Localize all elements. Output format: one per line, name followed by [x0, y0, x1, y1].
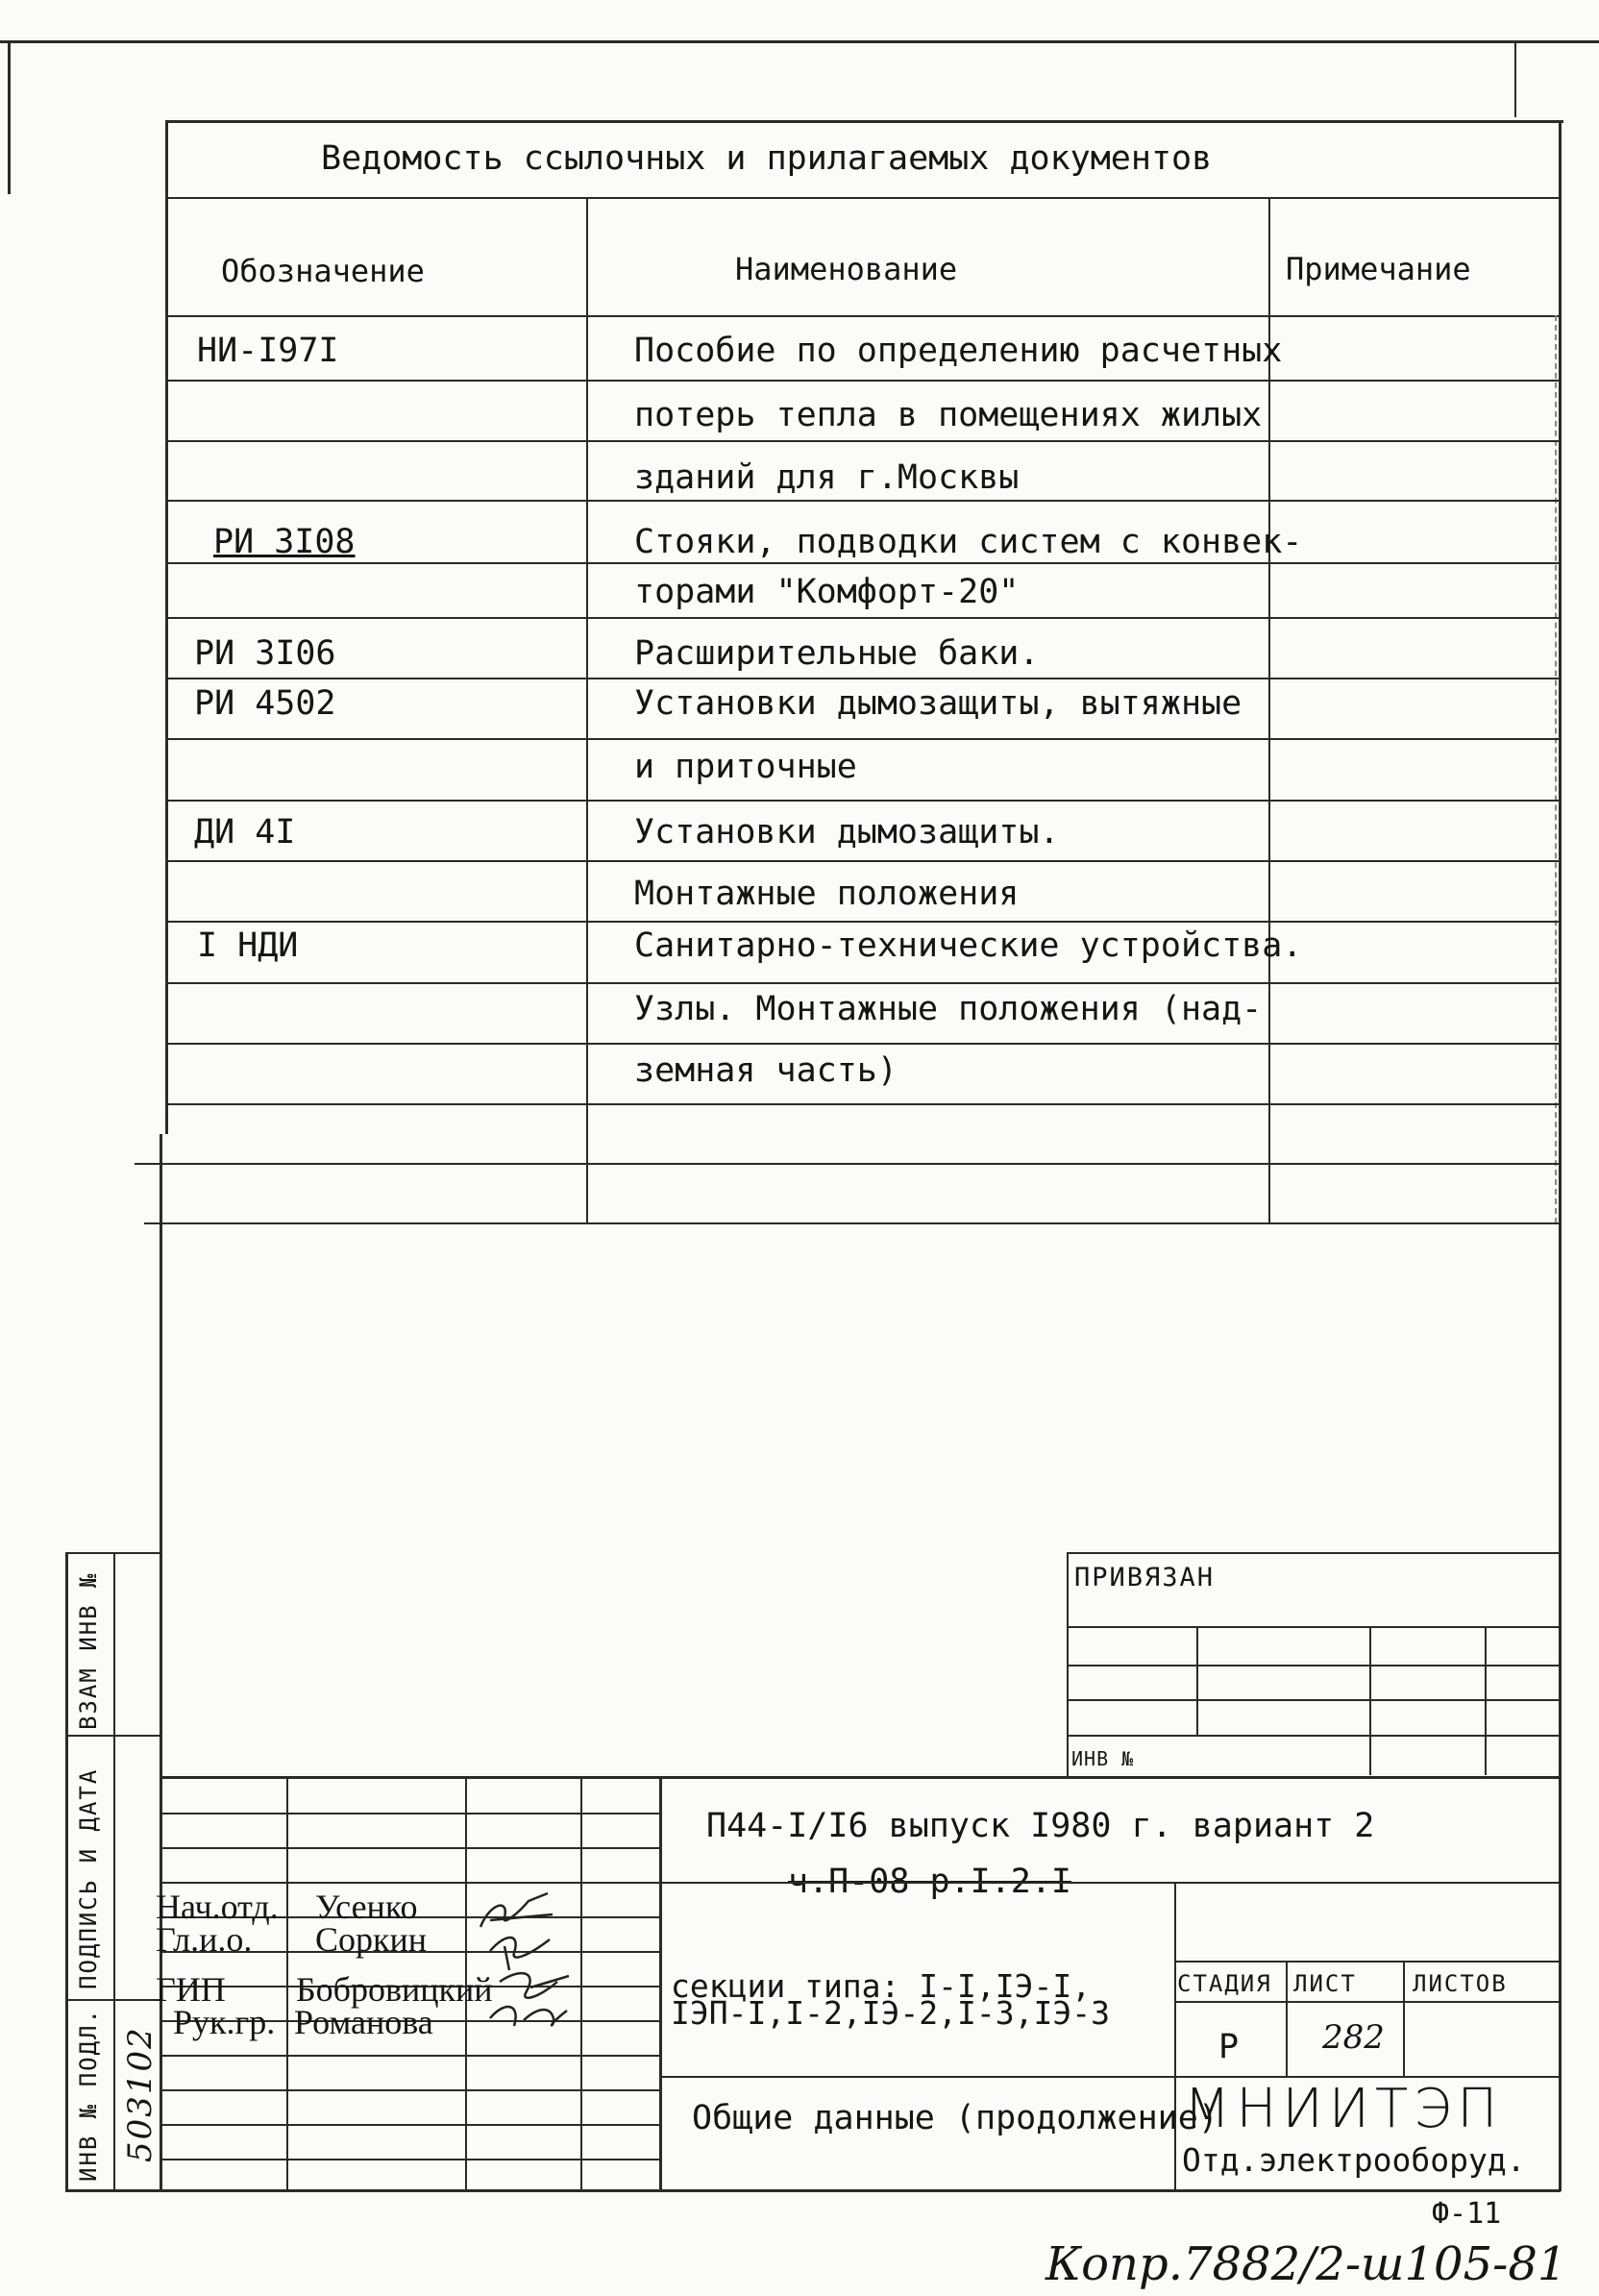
signer-role: Нач.отд. — [156, 1888, 279, 1926]
signer-role: Рук.гр. — [173, 2003, 276, 2041]
privyazan-line — [1196, 1626, 1198, 1735]
header-name: Наименование — [735, 251, 958, 287]
signer-name: Бобровицкий — [296, 1970, 493, 2009]
stamp-line — [1174, 1961, 1559, 1963]
table-line — [165, 1043, 1561, 1045]
stamp-dept: Отд.электрооборуд. — [1182, 2141, 1526, 2179]
document-title: Ведомость ссылочных и прилагаемых документов — [321, 139, 1213, 178]
header-note: Примечание — [1286, 251, 1471, 287]
table-line — [165, 800, 1561, 802]
stamp-line — [659, 1776, 662, 2191]
table-line — [165, 1103, 1561, 1105]
stamp-sheets-label: ЛИСТОВ — [1413, 1970, 1508, 1997]
signer-name: Романова — [294, 2003, 433, 2041]
privyazan-line — [1485, 1626, 1487, 1775]
row-name: Расширительные баки. — [634, 634, 1040, 673]
row-name: Установки дымозащиты. — [634, 813, 1060, 852]
signature-sorkin — [490, 1938, 550, 1970]
table-line — [165, 860, 1561, 862]
doc-left-border-lower — [160, 1134, 162, 2191]
signer-role: ГИП — [156, 1970, 226, 2009]
table-line — [165, 982, 1561, 984]
table-line — [165, 380, 1561, 382]
column-divider — [586, 197, 588, 1223]
doc-right-border — [1559, 120, 1562, 2191]
row-designation: НИ-I97I — [197, 332, 339, 370]
side-block-border — [65, 1552, 68, 2191]
frame-top-edge — [0, 40, 1599, 43]
row-name: Установки дымозащиты, вытяжные — [634, 684, 1242, 723]
stamp-line — [160, 1813, 659, 1815]
table-line — [165, 440, 1561, 442]
inventory-number: 503102 — [121, 2026, 160, 2162]
row-name: Стояки, подводки систем с конвек- — [634, 523, 1303, 561]
stamp-line — [1403, 1961, 1405, 2076]
table-line — [165, 315, 1561, 317]
signer-name: Соркин — [315, 1920, 428, 1959]
table-line — [165, 678, 1561, 679]
stamp-org: МНИИТЭП — [1184, 2078, 1504, 2140]
row-name: зданий для г.Москвы — [634, 458, 1020, 497]
row-designation: РИ 3I06 — [194, 634, 336, 673]
stamp-doc-title: Общие данные (продолжение) — [692, 2099, 1218, 2137]
row-name: Монтажные положения — [634, 875, 1020, 913]
privyazan-title: ПРИВЯЗАН — [1074, 1563, 1216, 1592]
signature-marks — [461, 1874, 586, 2042]
stamp-line — [1286, 1961, 1288, 2076]
row-name: торами "Комфорт-20" — [634, 573, 1020, 611]
side-label-inv-podl: ИНВ № ПОДЛ. — [75, 2008, 102, 2182]
row-name: Узлы. Монтажные положения (над- — [634, 990, 1263, 1028]
table-line — [165, 617, 1561, 619]
table-line — [165, 921, 1561, 923]
handwritten-note: Копр.7882/2-ш105-81 — [1046, 2237, 1567, 2291]
table-line — [165, 500, 1561, 502]
side-block-line — [113, 1552, 115, 2191]
table-line — [165, 197, 1561, 199]
row-name: потерь тепла в помещениях жилых — [634, 396, 1263, 434]
privyazan-line — [1369, 1626, 1371, 1775]
row-name: Санитарно-технические устройства. — [634, 926, 1303, 965]
stamp-line — [160, 2089, 659, 2091]
stamp-top-border — [160, 1776, 1561, 1779]
row-designation: ДИ 4I — [194, 813, 296, 852]
stamp-stage: Р — [1218, 2028, 1240, 2066]
row-designation: РИ 3I08 — [213, 523, 356, 561]
format-mark: Ф-11 — [1432, 2197, 1502, 2231]
signature-romanova — [490, 2007, 567, 2026]
table-line — [135, 1163, 1561, 1165]
row-name: Пособие по определению расчетных — [634, 332, 1283, 370]
row-name: и приточные — [634, 748, 857, 786]
signer-role: Гл.и.о. — [156, 1920, 253, 1959]
stamp-part: ч.П-08 р.I.2.I — [788, 1863, 1072, 1901]
row-name: земная часть) — [634, 1051, 898, 1090]
row-designation: РИ 4502 — [194, 684, 336, 723]
stamp-line — [659, 1882, 1559, 1884]
frame-corner-mark — [1514, 40, 1516, 117]
stamp-sections-1: секции типа: I-I,IЭ-I, — [671, 1967, 1092, 2005]
table-line — [144, 1222, 1561, 1224]
stamp-line — [160, 2055, 659, 2057]
table-line — [165, 562, 1561, 564]
stamp-sections-2: IЭП-I,I-2,IЭ-2,I-3,IЭ-3 — [671, 1994, 1110, 2032]
header-designation: Обозначение — [221, 253, 425, 289]
frame-left-edge — [8, 40, 11, 194]
stamp-sheet: 282 — [1322, 2018, 1385, 2057]
side-label-podpis: ПОДПИСЬ И ДАТА — [75, 1767, 102, 1989]
table-line — [165, 738, 1561, 740]
column-divider — [1555, 315, 1557, 1223]
stamp-stage-label: СТАДИЯ — [1177, 1970, 1272, 1997]
signature-usenko — [480, 1893, 553, 1927]
stamp-line — [1174, 1882, 1176, 2191]
signature-bobrovitsky — [500, 1973, 569, 1998]
doc-bottom-border — [65, 2189, 1561, 2192]
stamp-line — [286, 1776, 288, 2191]
row-designation: I НДИ — [197, 926, 299, 965]
stamp-sheet-label: ЛИСТ — [1293, 1970, 1357, 1997]
side-label-zam-inv: ВЗАМ ИНВ № — [75, 1571, 102, 1730]
stamp-line — [160, 1847, 659, 1849]
stamp-code: П44-I/I6 выпуск I980 г. вариант 2 — [706, 1807, 1375, 1845]
signer-name: Усенко — [315, 1888, 418, 1926]
table-top-border — [165, 120, 1563, 123]
privyazan-line — [1067, 1552, 1559, 1554]
stamp-line — [160, 2159, 659, 2160]
privyazan-inv: ИНВ № — [1071, 1747, 1135, 1770]
stamp-line — [160, 2124, 659, 2126]
